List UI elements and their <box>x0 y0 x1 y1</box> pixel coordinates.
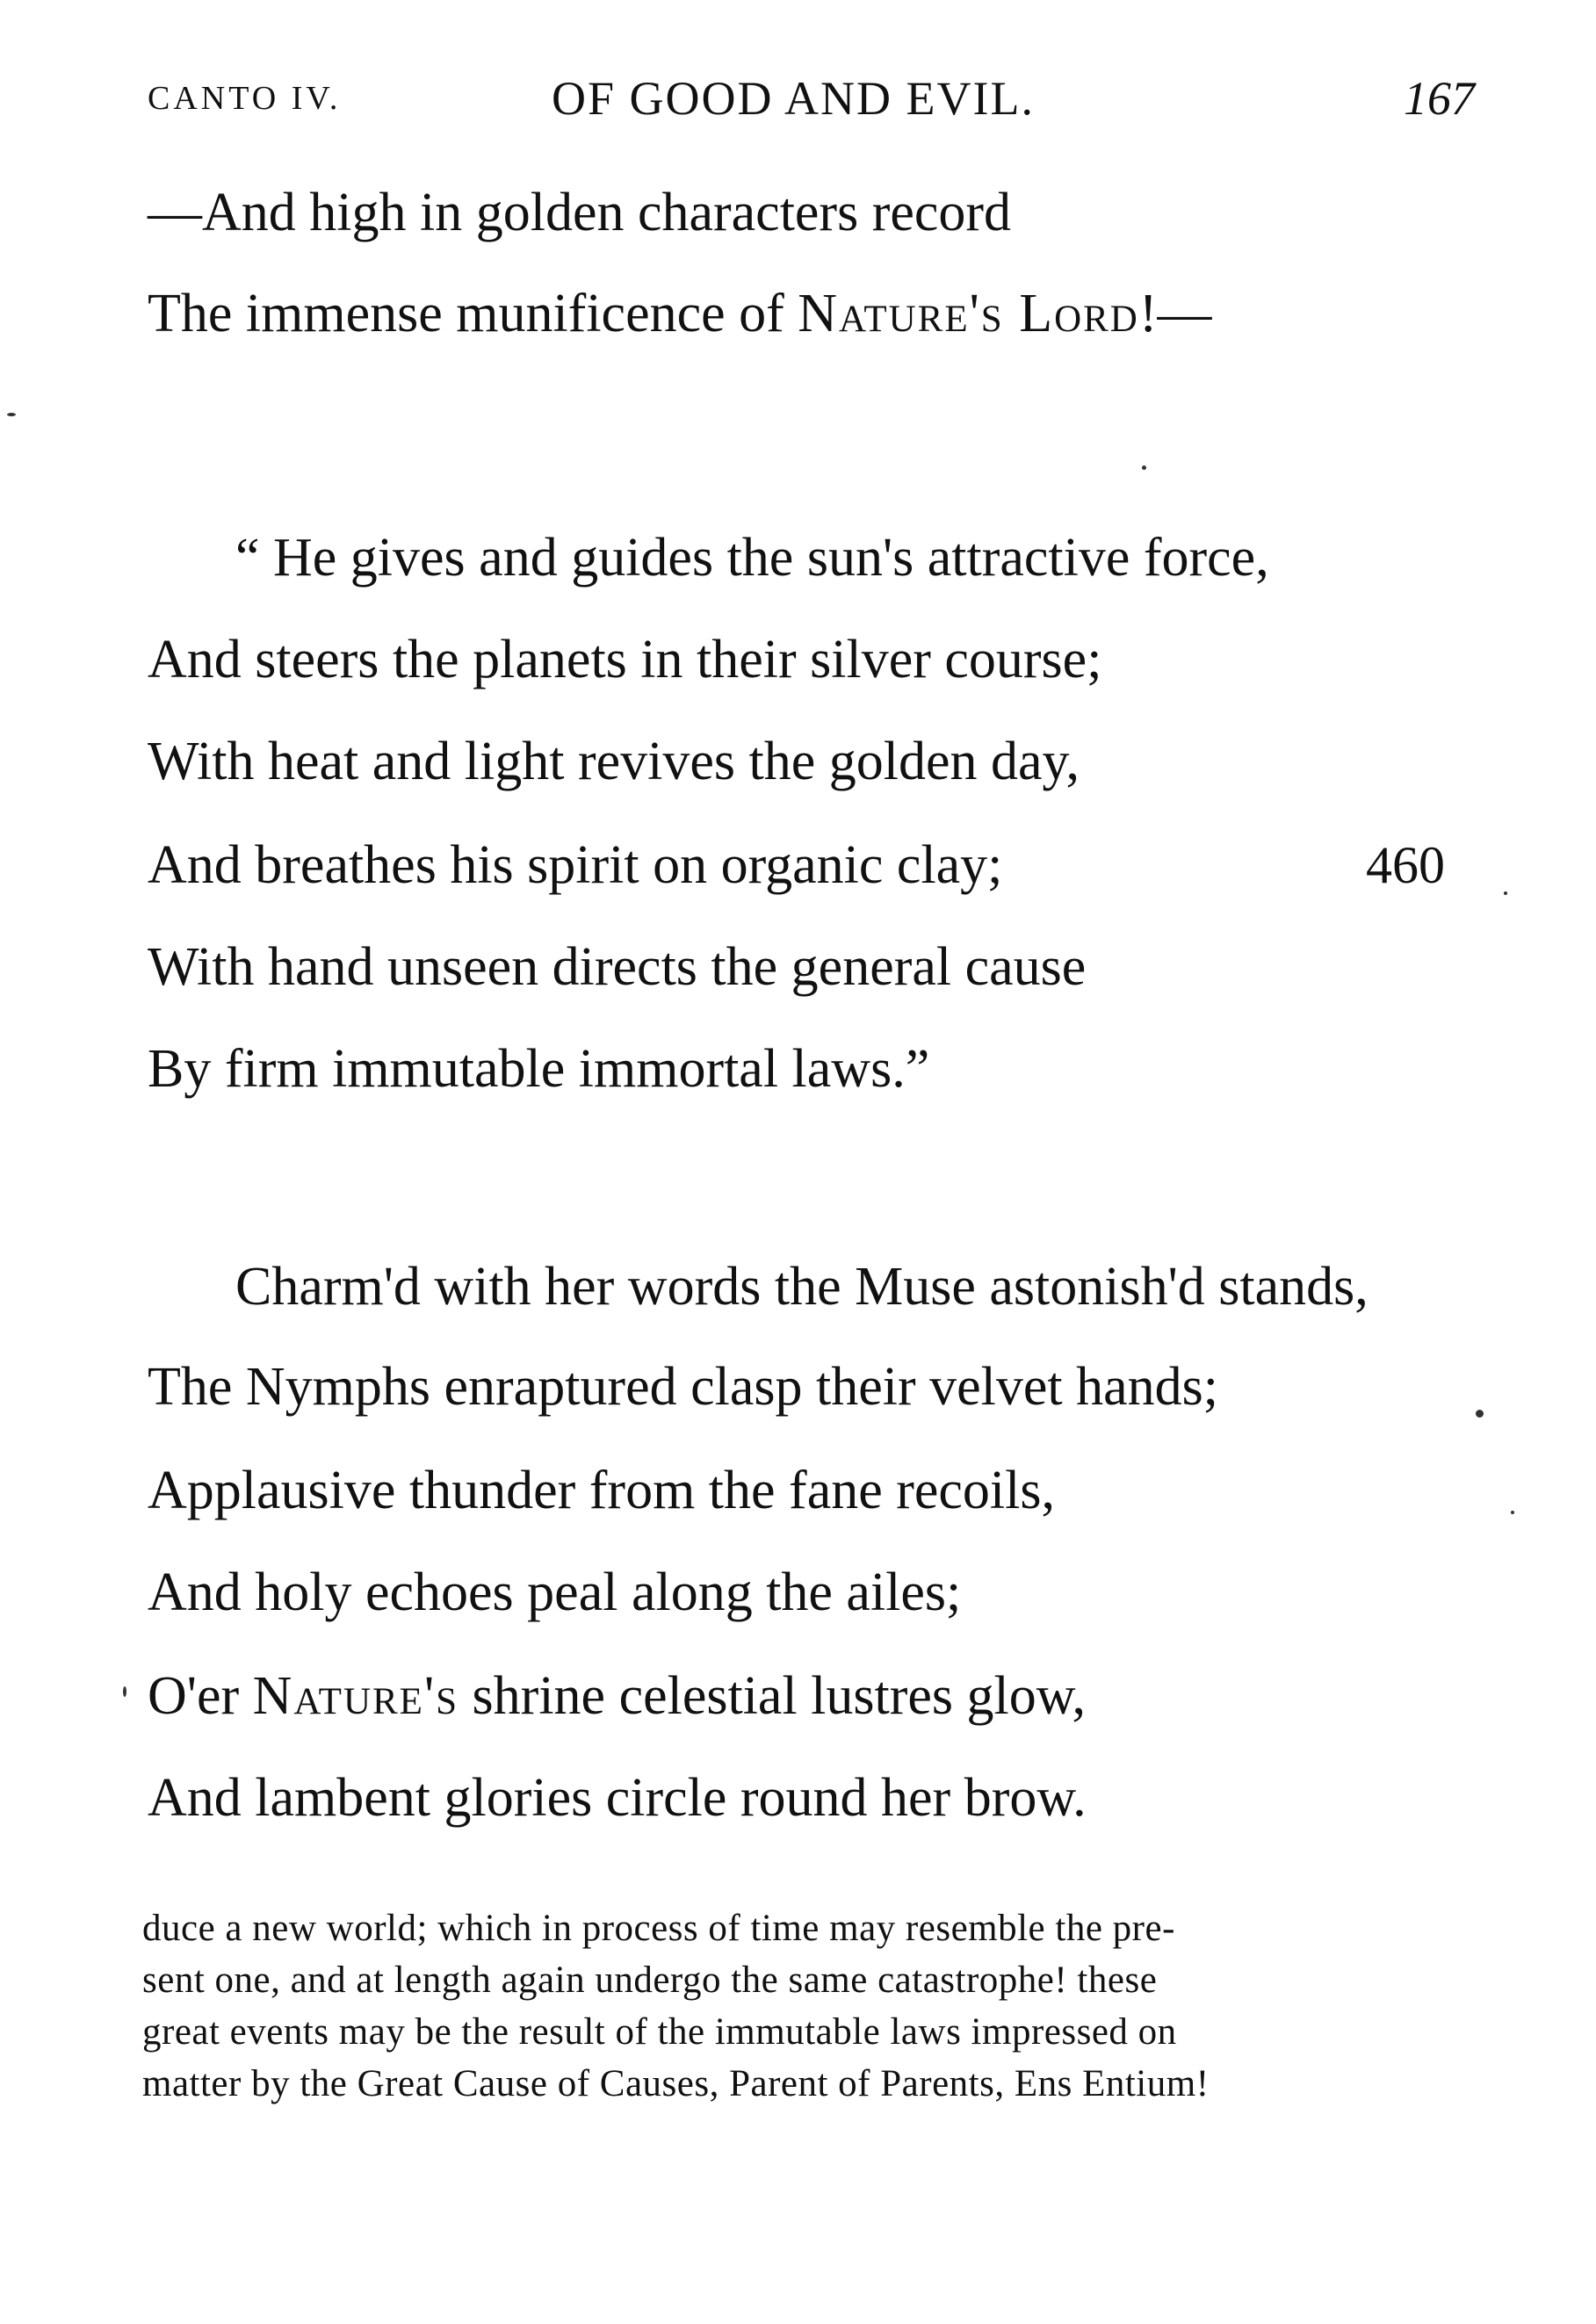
verse-text: shrine celestial lustres glow, <box>459 1666 1087 1726</box>
verse-line: —And high in golden characters record <box>148 183 1012 242</box>
footnote-line: matter by the Great Cause of Causes, Parent of Parents, Ens Entium! <box>142 2063 1210 2104</box>
verse-line: And steers the planets in their silver course; <box>148 630 1102 689</box>
verse-line: With heat and light revives the golden day, <box>148 732 1080 791</box>
small-caps-name: Nature's <box>252 1666 459 1726</box>
verse-line: By firm immutable immortal laws.” <box>148 1039 930 1099</box>
canto-label: CANTO IV. <box>148 80 342 117</box>
running-header <box>0 63 1596 134</box>
footnote-line: duce a new world; which in process of time may resemble the pre- <box>142 1908 1175 1949</box>
footnote-line: great events may be the result of the immutable laws impressed on <box>142 2011 1177 2053</box>
verse-line: “ He gives and guides the sun's attractive force, <box>235 528 1269 588</box>
page-number: 167 <box>1404 72 1475 125</box>
verse-line <box>148 1656 1086 1736</box>
ink-speck <box>7 413 16 416</box>
verse-line: And lambent glories circle round her brow. <box>148 1768 1087 1828</box>
page-title: OF GOOD AND EVIL. <box>552 72 1035 125</box>
verse-text: !— <box>1138 284 1212 343</box>
verse-line: And holy echoes peal along the ailes; <box>148 1563 962 1622</box>
ink-speck <box>1476 1410 1484 1418</box>
verse-line: The Nymphs enraptured clasp their velvet hands; <box>148 1357 1218 1417</box>
verse-line: Applausive thunder from the fane recoils, <box>148 1461 1055 1520</box>
ink-speck <box>1504 891 1507 895</box>
footnote-line: sent one, and at length again undergo the same catastrophe! these <box>142 1960 1158 2001</box>
verse-line: And breathes his spirit on organic clay; <box>148 835 1003 895</box>
ink-speck <box>1142 466 1146 470</box>
ink-speck <box>123 1686 126 1697</box>
verse-line <box>148 274 1212 353</box>
small-caps-name: Nature's Lord <box>798 284 1139 343</box>
verse-line: Charm'd with her words the Muse astonish'd stands, <box>235 1257 1369 1317</box>
verse-text: The immense munificence of <box>148 284 798 343</box>
verse-line: With hand unseen directs the general cause <box>148 937 1087 997</box>
verse-text: O'er <box>148 1666 253 1726</box>
ink-speck <box>1511 1511 1514 1514</box>
line-number: 460 <box>1366 836 1445 894</box>
